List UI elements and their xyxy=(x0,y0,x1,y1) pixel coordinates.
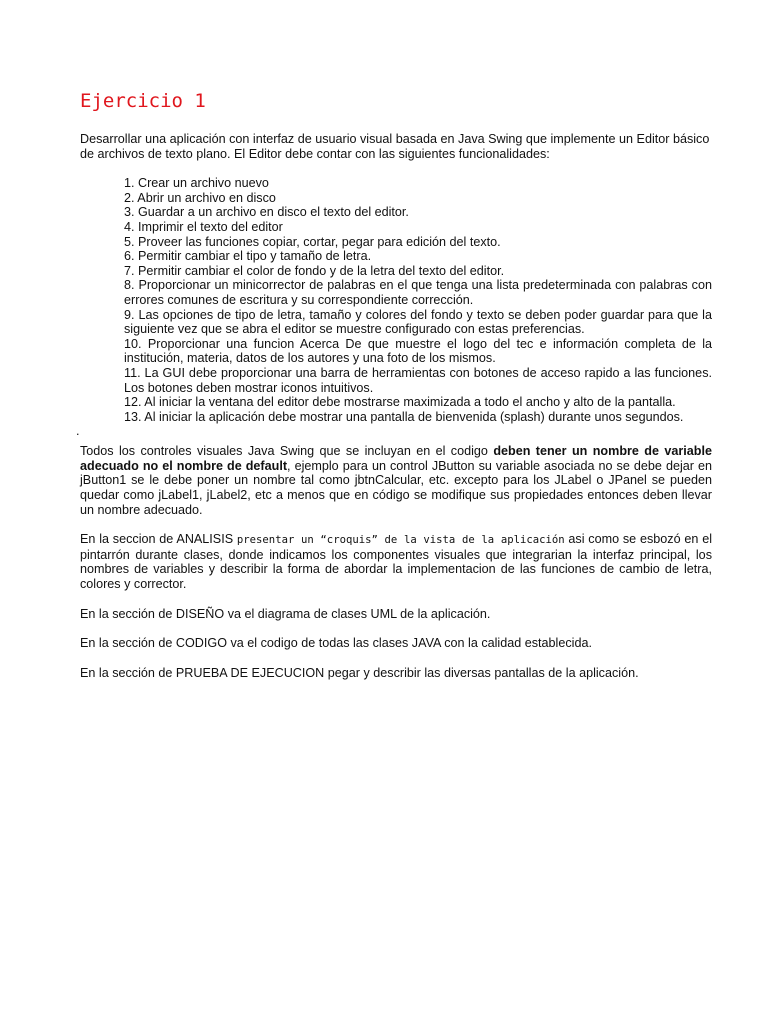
requirements-list xyxy=(80,176,712,424)
list-item: 2. Abrir un archivo en disco xyxy=(124,190,276,205)
prueba-paragraph: En la sección de PRUEBA DE EJECUCION pegar y describir las diversas pantallas de la aplicación. xyxy=(80,665,639,680)
intro-paragraph: Desarrollar una aplicación con interfaz de usuario visual basada en Java Swing que implemente un Editor básico de archivos de texto plano. El Editor debe contar con las siguientes funcionalidades: xyxy=(80,132,710,161)
list-item: 4. Imprimir el texto del editor xyxy=(124,219,283,234)
page-title: Ejercicio 1 xyxy=(80,90,206,112)
codigo-paragraph: En la sección de CODIGO va el codigo de todas las clases JAVA con la calidad establecida. xyxy=(80,636,592,651)
list-item: 5. Proveer las funciones copiar, cortar, pegar para edición del texto. xyxy=(124,234,501,249)
diseno-paragraph: En la sección de DISEÑO va el diagrama de clases UML de la aplicación. xyxy=(80,606,491,621)
analisis-paragraph xyxy=(80,532,712,591)
analisis-text-end: asi como se esbozó en el pintarrón durante clases, donde indicamos los componentes visuales que integrarian la interfaz principal, los nombres de variables y describir la forma de abordar la implementacion de las funciones de cambio de letra, colores y corrector. xyxy=(80,532,712,592)
list-item: 13. Al iniciar la aplicación debe mostrar una pantalla de bienvenida (splash) durante unos segundos. xyxy=(124,409,684,424)
document-page xyxy=(76,86,713,695)
list-item: 3. Guardar a un archivo en disco el texto del editor. xyxy=(124,205,409,220)
analisis-text-mono: presentar un “croquis” de la vista de la aplicación xyxy=(236,534,565,547)
analisis-text-start: En la seccion de ANALISIS xyxy=(80,532,237,547)
list-item: 7. Permitir cambiar el color de fondo y de la letra del texto del editor. xyxy=(124,263,505,278)
list-item: 11. La GUI debe proporcionar una barra de herramientas con botones de acceso rapido a las funciones. Los botones deben mostrar iconos intuitivos. xyxy=(124,365,712,395)
stray-dot: . xyxy=(76,424,80,439)
list-item: 9. Las opciones de tipo de letra, tamaño y colores del fondo y texto se deben poder guardar para que la siguiente vez que se abra el editor se muestre configurado con estas preferencias. xyxy=(124,307,712,337)
controls-text-start: Todos los controles visuales Java Swing que se incluyan en el codigo xyxy=(80,444,494,459)
controls-text-bold: deben tener un nombre de variable adecuado no el nombre de default xyxy=(80,444,713,473)
list-item: 6. Permitir cambiar el tipo y tamaño de letra. xyxy=(124,249,372,264)
list-item: 8. Proporcionar un minicorrector de palabras en el que tenga una lista predeterminada con palabras con errores comunes de escritura y su correspondiente corrección. xyxy=(124,278,712,307)
list-item: 1. Crear un archivo nuevo xyxy=(124,176,269,191)
controls-paragraph xyxy=(80,444,712,517)
list-item: 12. Al iniciar la ventana del editor debe mostrarse maximizada a todo el ancho y alto de la pantalla. xyxy=(124,395,676,410)
controls-text-end: , ejemplo para un control JButton su variable asociada no se debe dejar en jButton1 se le debe poner un nombre tal como jbtnCalcular, etc. excepto para los JLabel o JPanel se pueden quedar como jLabel1, jLabel2, etc a menos que en código se modifique sus propiedades entonces deben llevar un nombre adecuado. xyxy=(80,458,712,517)
list-item: 10. Proporcionar una funcion Acerca De que muestre el logo del tec e información completa de la institución, materia, datos de los autores y una foto de los mismos. xyxy=(124,336,712,366)
